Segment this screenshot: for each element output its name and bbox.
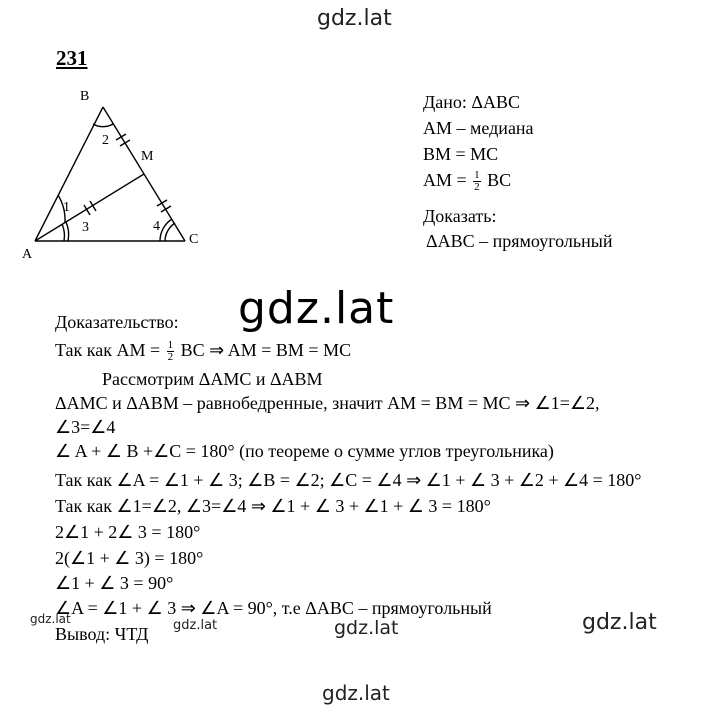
- angle-label-4: 4: [153, 219, 160, 234]
- proof-line-3: ΔAMC и ΔABM – равнобедренные, значит AM = BM = MC ⇒ ∠1=∠2,: [55, 393, 600, 413]
- watermark-top: gdz.lat: [317, 6, 392, 31]
- watermark-bottom-left-2: gdz.lat: [173, 618, 218, 633]
- given-line-2: AM – медиана: [423, 118, 534, 138]
- watermark-bottom-center: gdz.lat: [334, 617, 399, 639]
- angle-label-2: 2: [102, 133, 109, 148]
- label-a: A: [22, 247, 33, 262]
- proof-line-2: Рассмотрим ΔAMC и ΔABM: [102, 369, 323, 389]
- given-line-1: Дано: ΔABC: [423, 92, 520, 112]
- watermark-bottom-left-small: gdz.lat: [30, 612, 71, 626]
- given-line-6: ΔABC – прямоугольный: [426, 231, 613, 251]
- proof-line-8: 2∠1 + 2∠ 3 = 180°: [55, 522, 201, 542]
- given-line-5: Доказать:: [423, 206, 497, 226]
- proof-line-6: Так как ∠A = ∠1 + ∠ 3; ∠B = ∠2; ∠C = ∠4 ⇒ ∠1 + ∠ 3 + ∠2 + ∠4 = 180°: [55, 470, 642, 490]
- label-m: M: [141, 149, 154, 164]
- proof-line-9: 2(∠1 + ∠ 3) = 180°: [55, 548, 204, 568]
- given-line-3: BM = MC: [423, 144, 499, 164]
- watermark-footer: gdz.lat: [322, 681, 390, 705]
- proof-line-11: ∠A = ∠1 + ∠ 3 ⇒ ∠A = 90°, т.е ΔABC – прямоугольный: [55, 598, 492, 618]
- proof-line-7: Так как ∠1=∠2, ∠3=∠4 ⇒ ∠1 + ∠ 3 + ∠1 + ∠ 3 = 180°: [55, 496, 491, 516]
- proof-heading: Доказательство:: [55, 312, 179, 332]
- proof-line-5: ∠ A + ∠ B +∠C = 180° (по теореме о сумме углов треугольника): [55, 441, 554, 461]
- label-c: C: [189, 232, 199, 247]
- given-line-4: AM = $\frac{1}{2}$ BC: [423, 169, 512, 194]
- angle-label-1: 1: [63, 200, 70, 215]
- proof-line-10: ∠1 + ∠ 3 = 90°: [55, 573, 174, 593]
- angle-label-3: 3: [82, 220, 89, 235]
- problem-number: 231: [56, 46, 88, 70]
- watermark-big: gdz.lat: [238, 283, 395, 334]
- label-b: B: [80, 89, 90, 104]
- watermark-bottom-right: gdz.lat: [582, 610, 657, 635]
- proof-line-1: Так как AM = $\frac{1}{2}$ BC ⇒ AM = BM = MC: [55, 339, 352, 364]
- proof-line-4: ∠3=∠4: [55, 417, 116, 437]
- proof-line-12: Вывод: ЧТД: [55, 624, 149, 644]
